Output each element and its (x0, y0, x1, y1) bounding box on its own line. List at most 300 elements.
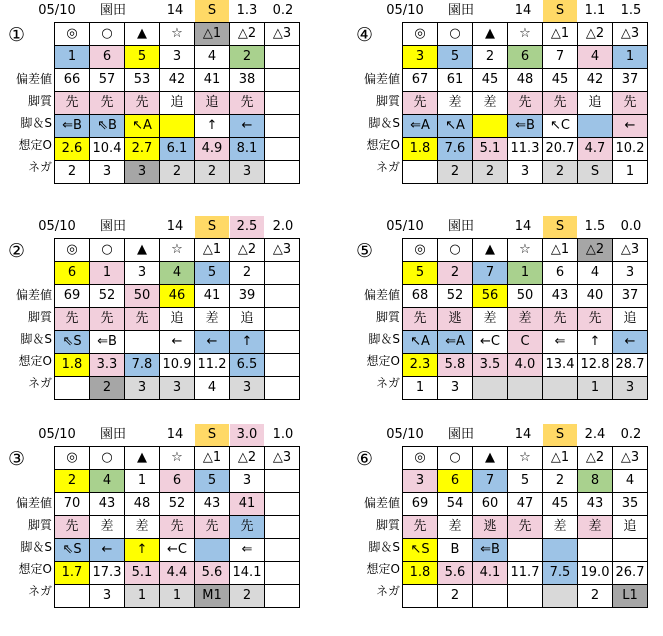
grid-cell: ← (613, 115, 648, 138)
grid-cell: 28.7 (613, 354, 648, 377)
prediction-grid (402, 22, 648, 184)
header-date: 05/10 (386, 219, 424, 234)
grid-cell (265, 262, 300, 285)
grid-cell: 3 (160, 377, 195, 400)
header-races: 14 (514, 3, 532, 18)
header-races: 14 (166, 3, 184, 18)
row-label-deviation: 偏差値 (363, 72, 400, 86)
grid-cell (125, 331, 160, 354)
header-grade: S (195, 424, 229, 446)
grid-cell: 差 (195, 308, 230, 331)
grid-cell: 1 (125, 585, 160, 608)
header-val2: 2.0 (272, 219, 294, 234)
mark-row (55, 447, 300, 470)
header-races: 14 (514, 427, 532, 442)
grid-cell: 43 (543, 285, 578, 308)
header-val2: 1.5 (620, 3, 642, 18)
grid-cell: 2 (543, 161, 578, 184)
grid-cell: 追 (613, 308, 648, 331)
row-label-odds: 想定O (366, 138, 400, 152)
grid-cell: 52 (90, 285, 125, 308)
grid-cell: 2.6 (55, 138, 90, 161)
prediction-grid (402, 446, 648, 608)
nega-row (55, 161, 300, 184)
grid-cell: 13.4 (543, 354, 578, 377)
grid-cell: 先 (55, 516, 90, 539)
row-label-leg-s: 脚＆S (368, 540, 400, 554)
grid-cell: 4 (578, 46, 613, 69)
grid-cell: 43 (195, 493, 230, 516)
grid-cell: 2 (438, 585, 473, 608)
grid-cell: ☆ (160, 239, 195, 262)
horse-number-row (55, 262, 300, 285)
grid-cell: △3 (265, 447, 300, 470)
grid-cell: 3 (125, 161, 160, 184)
grid-cell: ⇐B (508, 115, 543, 138)
grid-cell: 6 (543, 262, 578, 285)
grid-cell: 45 (473, 69, 508, 92)
grid-cell: 5.1 (125, 562, 160, 585)
grid-cell: ○ (438, 23, 473, 46)
grid-cell: 8.1 (230, 138, 265, 161)
row-label-nega: ネガ (27, 160, 52, 174)
grid-cell: 4.4 (160, 562, 195, 585)
block-number: ① (8, 24, 26, 46)
grid-cell: 先 (403, 308, 438, 331)
grid-cell: ⇐A (403, 115, 438, 138)
grid-cell: 先 (578, 308, 613, 331)
grid-cell: ↑ (125, 539, 160, 562)
style-row (55, 92, 300, 115)
grid-cell: 4 (613, 470, 648, 493)
header-val2: 0.2 (272, 3, 294, 18)
grid-cell: 2 (230, 262, 265, 285)
grid-cell: ⇐B (90, 331, 125, 354)
grid-cell: △2 (578, 239, 613, 262)
grid-cell: 2.3 (403, 354, 438, 377)
grid-cell: ⇐A (438, 331, 473, 354)
grid-cell (195, 539, 230, 562)
grid-cell (508, 539, 543, 562)
odds-row (403, 354, 648, 377)
grid-cell: 3 (90, 585, 125, 608)
grid-cell: 6 (90, 46, 125, 69)
grid-cell (508, 585, 543, 608)
grid-cell: 10.2 (613, 138, 648, 161)
race-block-3 (0, 216, 318, 416)
grid-cell: 4 (160, 262, 195, 285)
grid-cell: 10.9 (160, 354, 195, 377)
grid-cell: 7 (543, 46, 578, 69)
row-label-leg-s: 脚＆S (20, 540, 52, 554)
row-label-odds: 想定O (366, 354, 400, 368)
grid-cell (265, 470, 300, 493)
horse-number-row (55, 46, 300, 69)
grid-cell: 4 (195, 46, 230, 69)
row-label-deviation: 偏差値 (15, 288, 52, 302)
grid-cell: 先 (55, 308, 90, 331)
grid-cell: ☆ (160, 447, 195, 470)
grid-cell: ↑ (578, 331, 613, 354)
nega-row (55, 377, 300, 400)
grid-cell (55, 377, 90, 400)
mark-row (55, 239, 300, 262)
grid-cell: 45 (543, 69, 578, 92)
grid-cell: 45 (543, 493, 578, 516)
grid-cell (265, 92, 300, 115)
grid-cell: ⇖S (55, 331, 90, 354)
grid-cell: 67 (403, 69, 438, 92)
grid-cell: 6 (508, 46, 543, 69)
row-label-deviation: 偏差値 (363, 288, 400, 302)
grid-cell: 先 (230, 92, 265, 115)
grid-cell: 39 (230, 285, 265, 308)
grid-cell: 69 (403, 493, 438, 516)
grid-cell: 先 (195, 516, 230, 539)
style-row (55, 516, 300, 539)
header-val1: 1.5 (584, 219, 606, 234)
grid-cell: 先 (613, 92, 648, 115)
grid-cell: 3 (230, 470, 265, 493)
grid-cell: 6 (55, 262, 90, 285)
grid-cell (543, 377, 578, 400)
grid-cell: 差 (543, 516, 578, 539)
grid-cell: 14.1 (230, 562, 265, 585)
grid-cell: L1 (613, 585, 648, 608)
grid-cell: 60 (473, 493, 508, 516)
grid-cell: ↑ (195, 115, 230, 138)
grid-cell (265, 331, 300, 354)
nega-row (403, 585, 648, 608)
grid-cell: △1 (543, 23, 578, 46)
grid-cell: 先 (90, 92, 125, 115)
odds-row (403, 562, 648, 585)
leg-s-row (55, 115, 300, 138)
grid-cell: ☆ (508, 23, 543, 46)
grid-cell: 差 (473, 308, 508, 331)
grid-cell: 4 (90, 470, 125, 493)
grid-cell: 37 (613, 285, 648, 308)
row-label-nega: ネガ (375, 376, 400, 390)
grid-cell: 2 (438, 161, 473, 184)
header-date: 05/10 (38, 3, 76, 18)
grid-cell: 5.6 (438, 562, 473, 585)
block-number: ⑤ (356, 240, 374, 262)
grid-cell: 7.6 (438, 138, 473, 161)
row-label-odds: 想定O (18, 562, 52, 576)
grid-cell: 3 (230, 161, 265, 184)
leg-s-row (403, 331, 648, 354)
grid-cell: 41 (195, 69, 230, 92)
prediction-grid (54, 22, 300, 184)
grid-cell (55, 585, 90, 608)
grid-cell: 1 (578, 377, 613, 400)
grid-cell: 先 (55, 92, 90, 115)
grid-cell: 3.3 (90, 354, 125, 377)
row-label-style: 脚質 (27, 310, 52, 324)
grid-cell: 先 (230, 516, 265, 539)
horse-number-row (403, 262, 648, 285)
header-venue: 園田 (447, 427, 474, 442)
header-date: 05/10 (38, 427, 76, 442)
grid-cell: 1 (125, 470, 160, 493)
style-row (55, 308, 300, 331)
grid-cell: 53 (125, 69, 160, 92)
grid-cell: ←C (160, 539, 195, 562)
grid-cell: 1 (160, 585, 195, 608)
grid-cell: 1 (613, 161, 648, 184)
header-date: 05/10 (386, 3, 424, 18)
grid-cell: 42 (160, 69, 195, 92)
grid-cell: 4.7 (578, 138, 613, 161)
grid-cell: 3 (403, 46, 438, 69)
row-label-leg-s: 脚＆S (368, 116, 400, 130)
grid-cell: 12.8 (578, 354, 613, 377)
row-label-deviation: 偏差値 (363, 496, 400, 510)
grid-cell: 3 (230, 377, 265, 400)
grid-cell: 3 (125, 262, 160, 285)
grid-cell: 57 (90, 69, 125, 92)
grid-cell: △2 (578, 23, 613, 46)
grid-cell (508, 377, 543, 400)
grid-cell (613, 539, 648, 562)
header-grade: S (543, 0, 577, 22)
grid-cell: 3 (438, 377, 473, 400)
grid-cell: 4.9 (195, 138, 230, 161)
grid-cell: ← (195, 331, 230, 354)
grid-cell: 3 (613, 262, 648, 285)
block-number: ③ (8, 448, 26, 470)
grid-cell: 差 (90, 516, 125, 539)
grid-cell: 35 (613, 493, 648, 516)
grid-cell: ▲ (125, 23, 160, 46)
deviation-row (55, 493, 300, 516)
grid-cell: △2 (230, 23, 265, 46)
header-grade: S (543, 424, 577, 446)
grid-cell: 7 (473, 470, 508, 493)
header-venue: 園田 (99, 427, 126, 442)
grid-cell: 2 (473, 161, 508, 184)
header-races: 14 (166, 427, 184, 442)
grid-cell: 6.5 (230, 354, 265, 377)
grid-cell: △2 (578, 447, 613, 470)
style-row (403, 92, 648, 115)
grid-cell: 52 (438, 285, 473, 308)
grid-cell: 20.7 (543, 138, 578, 161)
prediction-grid (402, 238, 648, 400)
nega-row (55, 585, 300, 608)
grid-cell: ← (90, 539, 125, 562)
grid-cell: △1 (195, 239, 230, 262)
grid-cell: 17.3 (90, 562, 125, 585)
grid-cell: △2 (230, 447, 265, 470)
grid-cell (265, 308, 300, 331)
grid-cell (403, 161, 438, 184)
row-label-style: 脚質 (375, 518, 400, 532)
row-label-nega: ネガ (375, 160, 400, 174)
grid-cell (543, 585, 578, 608)
grid-cell: 先 (508, 92, 543, 115)
grid-cell: 54 (438, 493, 473, 516)
grid-cell: 3 (403, 470, 438, 493)
style-row (403, 308, 648, 331)
grid-cell: ○ (438, 239, 473, 262)
nega-row (403, 161, 648, 184)
header-val1: 2.4 (584, 427, 606, 442)
grid-cell: 41 (230, 493, 265, 516)
grid-cell (543, 539, 578, 562)
grid-cell: M1 (195, 585, 230, 608)
grid-cell: △1 (195, 23, 230, 46)
grid-cell (265, 115, 300, 138)
grid-cell: 69 (55, 285, 90, 308)
grid-cell: 26.7 (613, 562, 648, 585)
header-val2: 1.0 (272, 427, 294, 442)
grid-cell: 3 (613, 377, 648, 400)
grid-cell: 1 (508, 262, 543, 285)
leg-s-row (403, 115, 648, 138)
grid-cell: ↖A (125, 115, 160, 138)
grid-cell: 2 (195, 161, 230, 184)
grid-cell: 先 (90, 308, 125, 331)
grid-cell: 11.3 (508, 138, 543, 161)
grid-cell: 差 (508, 308, 543, 331)
leg-s-row (55, 539, 300, 562)
grid-cell: 41 (195, 285, 230, 308)
grid-cell: 4 (578, 262, 613, 285)
grid-cell (265, 493, 300, 516)
header-date: 05/10 (386, 427, 424, 442)
grid-cell: 先 (543, 92, 578, 115)
row-label-style: 脚質 (375, 94, 400, 108)
grid-cell: 7 (473, 262, 508, 285)
grid-cell: 5.8 (438, 354, 473, 377)
grid-cell: 2 (230, 46, 265, 69)
grid-cell: ▲ (473, 23, 508, 46)
header-grade: S (195, 216, 229, 238)
row-label-style: 脚質 (27, 518, 52, 532)
row-label-odds: 想定O (18, 138, 52, 152)
grid-cell: 11.7 (508, 562, 543, 585)
block-number: ⑥ (356, 448, 374, 470)
deviation-row (55, 285, 300, 308)
grid-cell: 2 (55, 161, 90, 184)
grid-cell: ⇐ (230, 539, 265, 562)
grid-cell (265, 285, 300, 308)
header-grade: S (543, 216, 577, 238)
row-label-style: 脚質 (27, 94, 52, 108)
grid-cell: 先 (125, 308, 160, 331)
grid-cell: ← (613, 331, 648, 354)
header-val1: 2.5 (230, 216, 264, 238)
grid-cell: 1.8 (403, 138, 438, 161)
grid-cell: ↖A (403, 331, 438, 354)
grid-cell: 差 (578, 516, 613, 539)
grid-cell: ◎ (403, 447, 438, 470)
grid-cell: 2 (90, 377, 125, 400)
row-label-nega: ネガ (375, 584, 400, 598)
grid-cell (578, 539, 613, 562)
grid-cell: 差 (125, 516, 160, 539)
grid-cell: 5 (195, 262, 230, 285)
grid-cell: 42 (578, 69, 613, 92)
deviation-row (55, 69, 300, 92)
block-number: ④ (356, 24, 374, 46)
grid-cell: ▲ (473, 447, 508, 470)
header-val2: 0.0 (620, 219, 642, 234)
grid-cell: 40 (578, 285, 613, 308)
grid-cell: 先 (125, 92, 160, 115)
race-block-5 (0, 424, 318, 624)
grid-cell: 5 (403, 262, 438, 285)
row-label-odds: 想定O (366, 562, 400, 576)
grid-cell: ↖S (403, 539, 438, 562)
grid-cell: ←C (473, 331, 508, 354)
grid-cell (265, 562, 300, 585)
grid-cell: 37 (613, 69, 648, 92)
grid-cell: 6.1 (160, 138, 195, 161)
grid-cell (265, 585, 300, 608)
grid-cell: 3.5 (473, 354, 508, 377)
grid-cell: 2 (55, 470, 90, 493)
grid-cell: ↖A (438, 115, 473, 138)
row-label-deviation: 偏差値 (15, 72, 52, 86)
mark-row (403, 239, 648, 262)
grid-cell: △3 (613, 23, 648, 46)
header-val2: 0.2 (620, 427, 642, 442)
grid-cell: 1 (55, 46, 90, 69)
grid-cell: ⇖S (55, 539, 90, 562)
odds-row (55, 562, 300, 585)
grid-cell: 19.0 (578, 562, 613, 585)
grid-cell: 1 (403, 377, 438, 400)
grid-cell: 2.7 (125, 138, 160, 161)
grid-cell: 43 (90, 493, 125, 516)
grid-cell: 52 (160, 493, 195, 516)
mark-row (55, 23, 300, 46)
horse-number-row (403, 46, 648, 69)
grid-cell: 7.5 (543, 562, 578, 585)
header-val1: 1.1 (584, 3, 606, 18)
grid-cell: 1 (613, 46, 648, 69)
grid-cell: 11.2 (195, 354, 230, 377)
grid-cell: 逃 (473, 516, 508, 539)
mark-row (403, 23, 648, 46)
row-label-odds: 想定O (18, 354, 52, 368)
grid-cell: 2 (473, 46, 508, 69)
grid-cell (160, 115, 195, 138)
grid-cell: △1 (543, 239, 578, 262)
grid-cell: 56 (473, 285, 508, 308)
grid-cell: 5 (195, 470, 230, 493)
grid-cell (265, 354, 300, 377)
prediction-grid (54, 446, 300, 608)
grid-cell: ⇖B (90, 115, 125, 138)
grid-cell: 10.4 (90, 138, 125, 161)
row-label-style: 脚質 (375, 310, 400, 324)
grid-cell: 43 (578, 493, 613, 516)
grid-cell: 4.0 (508, 354, 543, 377)
grid-cell: C (508, 331, 543, 354)
grid-cell: 追 (195, 92, 230, 115)
odds-row (55, 138, 300, 161)
row-label-leg-s: 脚＆S (20, 332, 52, 346)
grid-cell (265, 539, 300, 562)
grid-cell: 3 (160, 46, 195, 69)
header-val1: 3.0 (230, 424, 264, 446)
leg-s-row (403, 539, 648, 562)
grid-cell: 追 (578, 92, 613, 115)
